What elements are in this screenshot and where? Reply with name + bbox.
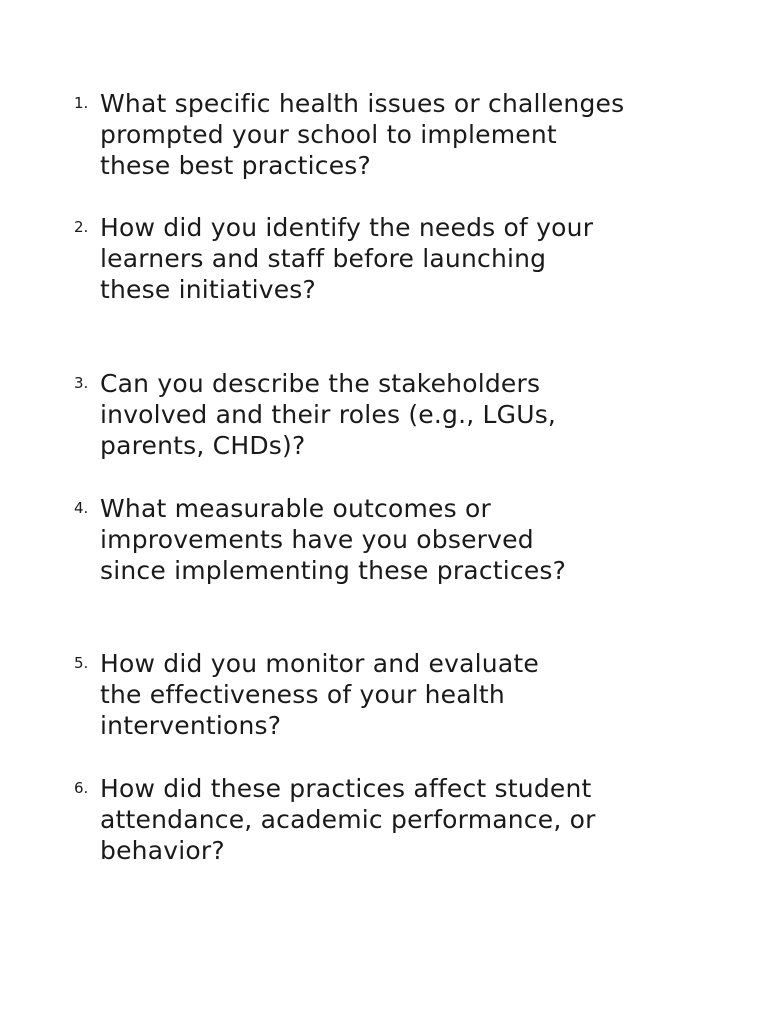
question-text: Can you describe the stakeholders involved and their roles (e.g., LGUs, parents, CHDs)?	[100, 369, 557, 460]
question-text: How did you monitor and evaluate the effectiveness of your health interventions?	[100, 649, 539, 740]
question-text: How did these practices affect student attendance, academic performance, or behavior?	[100, 774, 596, 865]
question-number: 2.	[74, 218, 89, 236]
question-number: 3.	[74, 374, 89, 392]
question-text: How did you identify the needs of your learners and staff before launching these initiatives?	[100, 213, 594, 304]
question-number: 4.	[74, 499, 89, 517]
question-number: 1.	[74, 94, 89, 112]
question-number: 6.	[74, 779, 89, 797]
question-text: What measurable outcomes or improvements have you observed since implementing these practices?	[100, 494, 567, 585]
question-text: What specific health issues or challenges prompted your school to implement these best practices?	[100, 89, 625, 180]
question-number: 5.	[74, 654, 89, 672]
